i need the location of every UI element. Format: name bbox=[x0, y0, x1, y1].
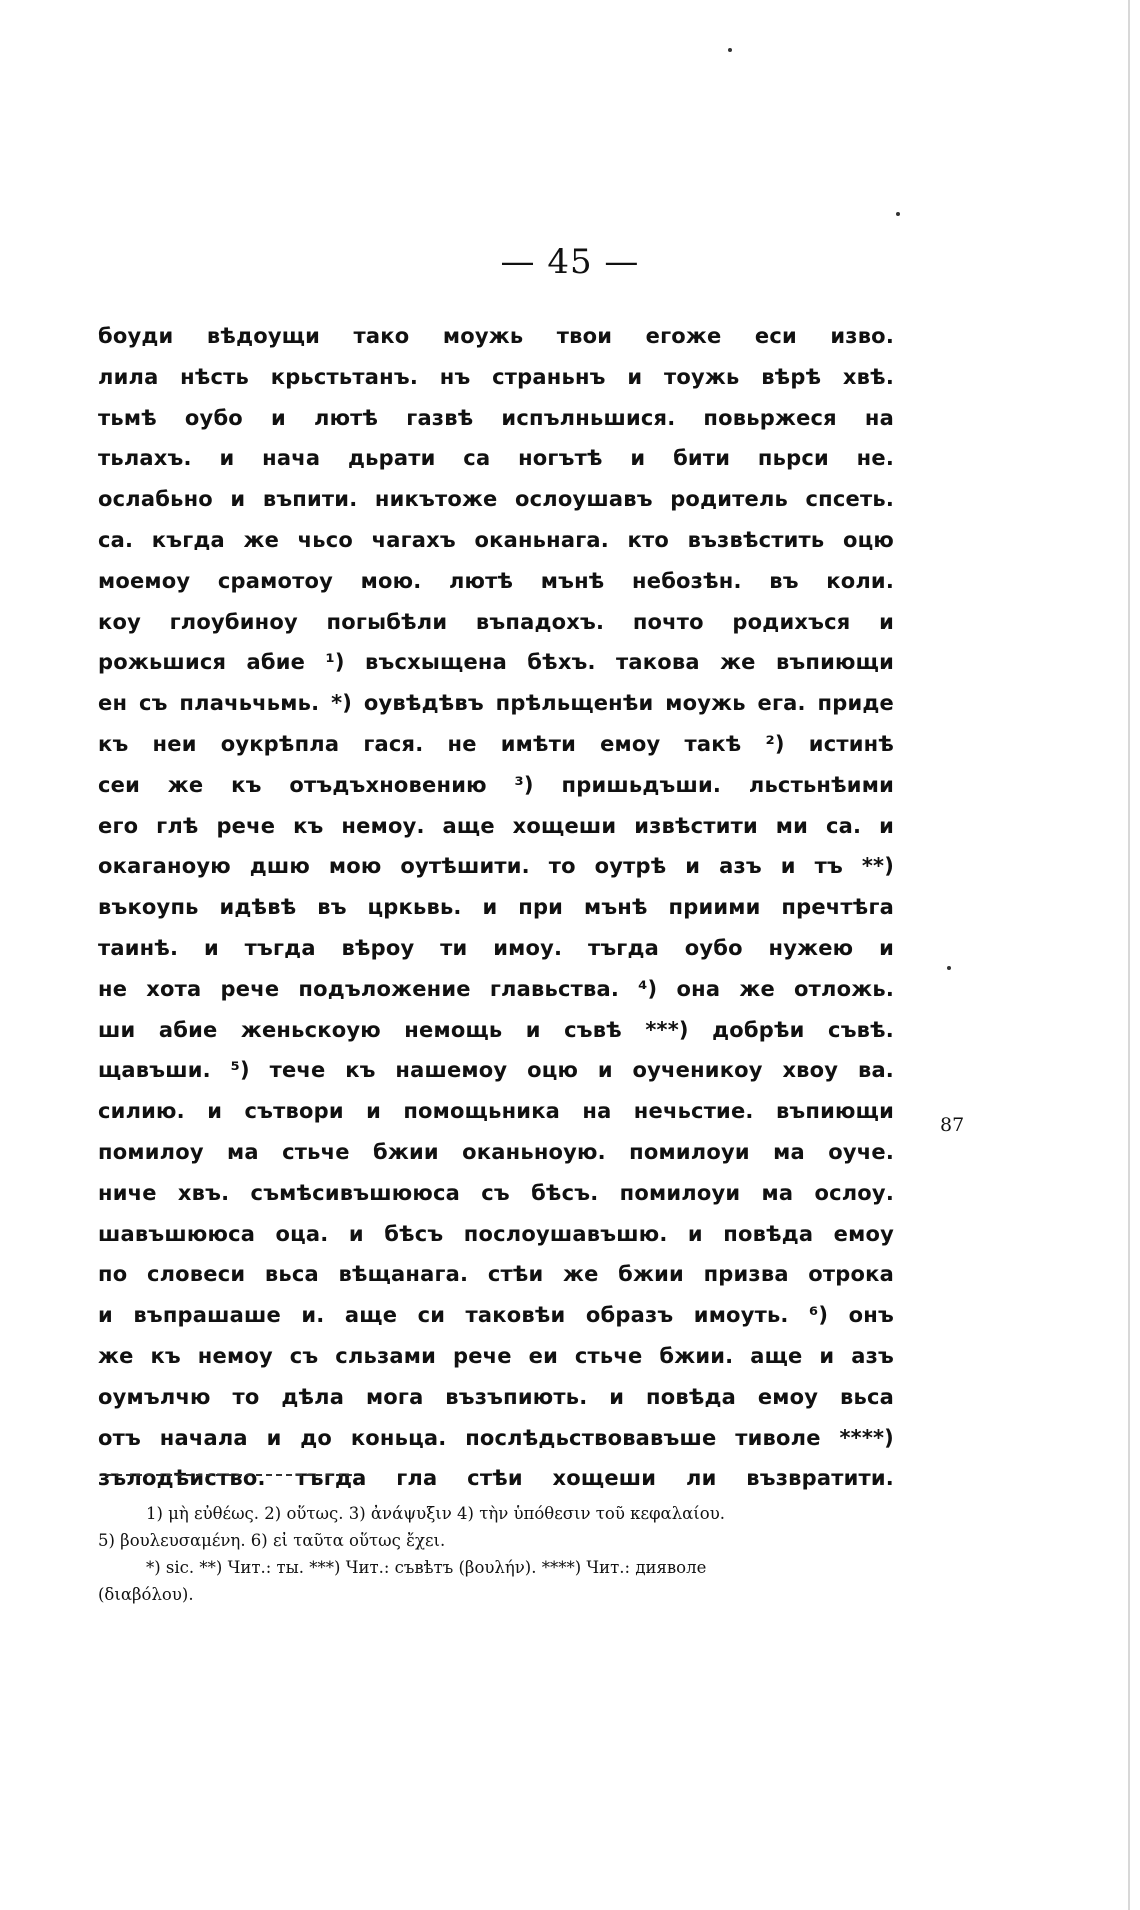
scan-speck bbox=[896, 212, 900, 216]
footnote-line: *) sic. **) Чит.: ты. ***) Чит.: съвѣтъ (βουλήν). ****) Чит.: дияволе bbox=[146, 1558, 707, 1577]
text-line: его глѣ рече къ немоу. аще хощеши извѣстити ми са. и bbox=[98, 813, 894, 838]
scan-speck bbox=[728, 48, 732, 52]
text-line: ниче хвъ. съмѣсивъшююса съ бѣсъ. помилоуи ма ослоу. bbox=[98, 1180, 894, 1205]
text-line: лила нѣсть крьстьтанъ. нъ страньнъ и тоужь вѣрѣ хвѣ. bbox=[98, 364, 894, 389]
text-line: боуди вѣдоущи тако моужь твои егоже еси изво. bbox=[98, 324, 894, 348]
footnote-divider bbox=[106, 1474, 352, 1476]
footnote-line: 5) βουλευσαμένη. 6) εἰ ταῦτα οὕτως ἔχει. bbox=[98, 1531, 446, 1550]
text-line: ослабьно и въпити. никътоже ослоушавъ родитель спсеть. bbox=[98, 487, 894, 512]
text-line: окаганоую дшю мою оутѣшити. то оутрѣ и азъ и тъ **) bbox=[98, 854, 894, 879]
text-line: силию. и сътвори и помощьника на нечьстие. въпиющи bbox=[98, 1099, 894, 1124]
text-line: оумълчю то дѣла мога възъпиють. и повѣда емоу вьса bbox=[98, 1384, 894, 1409]
scan-edge-line bbox=[1128, 0, 1130, 1910]
text-line: въкоупь идѣвѣ въ цркьвь. и при мънѣ приими пречтѣга bbox=[98, 895, 894, 920]
text-line: моемоу срамотоу мою. лютѣ мънѣ небозѣн. въ коли. bbox=[98, 568, 894, 593]
footnotes-block bbox=[98, 1500, 898, 1608]
text-line: ши абие женьскоую немощь и съвѣ ***) добрѣи съвѣ. bbox=[98, 1017, 894, 1042]
text-line: коу глоубиноу погыбѣли въпадохъ. почто родихъся и bbox=[98, 609, 894, 634]
text-line: тьлахъ. и нача дьрати са ногътѣ и бити пьрси не. bbox=[98, 446, 894, 471]
text-line: шавъшююса оца. и бѣсъ послоушавъшю. и повѣда емоу bbox=[98, 1221, 894, 1246]
text-line: зълодѣиство. тъгда гла стѣи хощеши ли възвратити. bbox=[98, 1466, 894, 1491]
text-line: ен съ плачьчьмь. *) оувѣдѣвъ прѣльщенѣи моужь ега. приде bbox=[98, 691, 894, 716]
text-line: и въпрашаше и. аще си таковѣи образъ имоуть. ⁶) онъ bbox=[98, 1303, 894, 1328]
text-line: помилоу ма стьче бжии оканьноую. помилоуи ма оуче. bbox=[98, 1139, 894, 1164]
text-line: рожьшися абие ¹) въсхыщена бѣхъ. такова же въпиющи bbox=[98, 650, 894, 675]
text-line: отъ начала и до коньца. послѣдьствовавъше тиволе ****) bbox=[98, 1425, 894, 1450]
text-line: по словеси вьса вѣщанага. стѣи же бжии призва отрока bbox=[98, 1262, 894, 1287]
page-number: — 45 — bbox=[500, 242, 640, 282]
footnote-line: 1) μὴ εὐθέως. 2) οὕτως. 3) ἀνάψυξιν 4) τὴν ὑπόθεσιν τοῦ κεφαλαίου. bbox=[146, 1504, 725, 1523]
text-line: са. къгда же чьсо чагахъ оканьнага. кто възвѣстить оцю bbox=[98, 527, 894, 552]
scan-speck bbox=[947, 966, 951, 970]
footnote-line: (διαβόλου). bbox=[98, 1585, 194, 1604]
text-line: щавъши. ⁵) тече къ нашемоу оцю и оученикоу хвоу ва. bbox=[98, 1058, 894, 1083]
text-line: таинѣ. и тъгда вѣроу ти имоу. тъгда оубо нужею и bbox=[98, 935, 894, 960]
main-text-block bbox=[98, 316, 894, 1499]
text-line: не хота рече подъложение главьства. ⁴) она же отложь. bbox=[98, 976, 894, 1001]
text-line: тьмѣ оубо и лютѣ газвѣ испълньшися. повьржеся на bbox=[98, 405, 894, 430]
text-line: же къ немоу съ сльзами рече еи стьче бжии. аще и азъ bbox=[98, 1343, 894, 1368]
margin-folio-number: 87 bbox=[940, 1114, 965, 1136]
text-line: сеи же къ отъдъхновению ³) пришьдъши. льстьнѣими bbox=[98, 772, 894, 797]
text-line: къ неи оукрѣпла гася. не имѣти емоу такѣ ²) истинѣ bbox=[98, 731, 894, 756]
